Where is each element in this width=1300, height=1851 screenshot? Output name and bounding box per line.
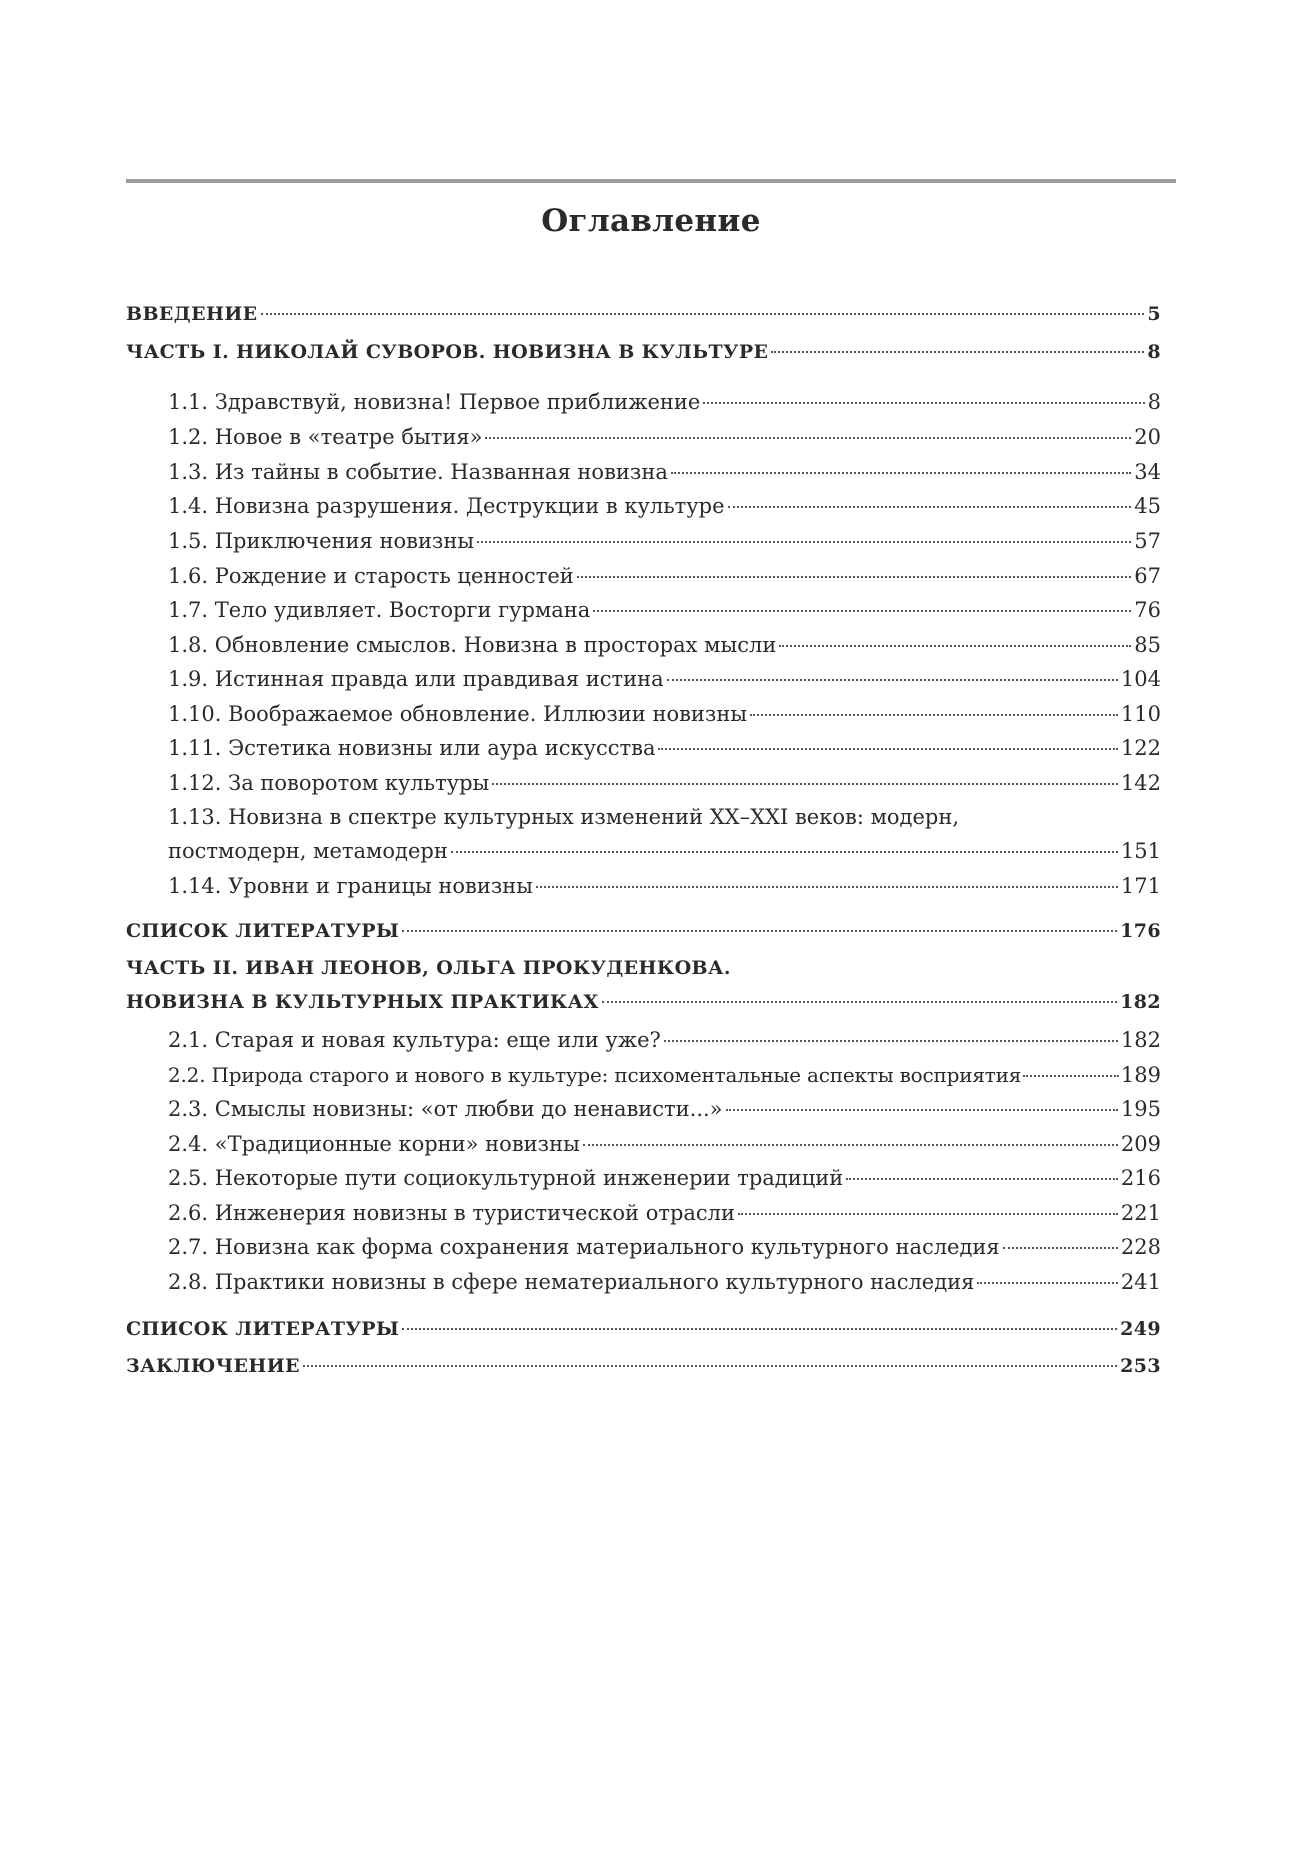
toc-entry-references-1[interactable] — [126, 918, 1161, 944]
toc-page-number: 110 — [1120, 702, 1161, 726]
dot-leader — [477, 541, 1131, 543]
dot-leader — [703, 402, 1144, 404]
toc-entry-intro[interactable] — [126, 301, 1161, 327]
toc-entry-2-4[interactable] — [168, 1131, 1161, 1157]
toc-entry-title: 1.5. Приключения новизны — [168, 529, 475, 553]
toc-entry-title: ЧАСТЬ I. НИКОЛАЙ СУВОРОВ. НОВИЗНА В КУЛЬТУРЕ — [126, 341, 769, 363]
toc-page-number: 142 — [1120, 771, 1161, 795]
toc-entry-2-2[interactable] — [168, 1062, 1161, 1088]
dot-leader — [492, 783, 1118, 785]
toc-entry-1-6[interactable] — [168, 563, 1161, 589]
dot-leader — [577, 576, 1131, 578]
toc-page-number: 171 — [1120, 874, 1161, 898]
toc-page-number: 182 — [1120, 991, 1161, 1013]
toc-page-number: 189 — [1120, 1063, 1161, 1087]
toc-page-number: 34 — [1134, 460, 1161, 484]
toc-page-number: 8 — [1147, 390, 1161, 414]
toc-page-number: 228 — [1120, 1235, 1161, 1259]
toc-entry-title: 1.11. Эстетика новизны или аура искусства — [168, 736, 656, 760]
toc-page-number: 5 — [1147, 303, 1161, 325]
toc-entry-2-7[interactable] — [168, 1234, 1161, 1260]
dot-leader — [771, 351, 1144, 353]
dot-leader — [779, 645, 1131, 647]
toc-page-number: 253 — [1120, 1355, 1161, 1377]
dot-leader — [402, 930, 1117, 932]
toc-entry-title: 1.2. Новое в «театре бытия» — [168, 425, 483, 449]
toc-entry-title: 1.14. Уровни и границы новизны — [168, 874, 534, 898]
toc-page-number: 122 — [1120, 736, 1161, 760]
dot-leader — [658, 748, 1117, 750]
toc-entry-title: 2.5. Некоторые пути социокультурной инженерии традиций — [168, 1166, 844, 1190]
toc-entry-2-5[interactable] — [168, 1165, 1161, 1191]
toc-page-number: 195 — [1120, 1097, 1161, 1121]
dot-leader — [726, 1109, 1118, 1111]
toc-entry-2-3[interactable] — [168, 1096, 1161, 1122]
page-title: Оглавление — [541, 203, 761, 239]
toc-page-number: 151 — [1120, 839, 1161, 863]
toc-entry-1-7[interactable] — [168, 597, 1161, 623]
toc-page-number: 249 — [1120, 1318, 1161, 1340]
toc-entry-1-3[interactable] — [168, 459, 1161, 485]
toc-page-number: 85 — [1134, 633, 1161, 657]
toc-entry-title: 1.9. Истинная правда или правдивая истина — [168, 667, 664, 691]
toc-entry-title-line1: ЧАСТЬ II. ИВАН ЛЕОНОВ, ОЛЬГА ПРОКУДЕНКОВА. — [126, 957, 731, 979]
toc-entry-title: 2.4. «Традиционные корни» новизны — [168, 1132, 580, 1156]
toc-entry-1-11[interactable] — [168, 735, 1161, 761]
toc-page-number: 57 — [1134, 529, 1161, 553]
toc-entry-title: 2.8. Практики новизны в сфере нематериального культурного наследия — [168, 1270, 975, 1294]
dot-leader — [671, 472, 1131, 474]
header-rule — [126, 179, 1176, 183]
toc-page-number: 76 — [1134, 598, 1161, 622]
dot-leader — [846, 1178, 1118, 1180]
toc-entry-1-4[interactable] — [168, 493, 1161, 519]
toc-page-number: 221 — [1120, 1201, 1161, 1225]
toc-entry-1-2[interactable] — [168, 424, 1161, 450]
toc-entry-references-2[interactable] — [126, 1316, 1161, 1342]
toc-entry-title: ЗАКЛЮЧЕНИЕ — [126, 1355, 300, 1377]
toc-entry-title-line2: НОВИЗНА В КУЛЬТУРНЫХ ПРАКТИКАХ — [126, 991, 599, 1013]
dot-leader — [667, 679, 1118, 681]
dot-leader — [261, 313, 1145, 315]
dot-leader — [1023, 1075, 1119, 1077]
toc-page-number: 67 — [1134, 564, 1161, 588]
toc-page-number: 182 — [1120, 1028, 1161, 1052]
toc-entry-title: СПИСОК ЛИТЕРАТУРЫ — [126, 1318, 400, 1340]
toc-entry-title: 1.3. Из тайны в событие. Названная новизна — [168, 460, 668, 484]
toc-entry-title: 1.1. Здравствуй, новизна! Первое приближение — [168, 390, 701, 414]
toc-entry-title-line2: постмодерн, метамодерн — [168, 839, 448, 863]
toc-entry-part2[interactable] — [126, 955, 1161, 1015]
dot-leader — [602, 1001, 1117, 1003]
toc-entry-1-14[interactable] — [168, 873, 1161, 899]
dot-leader — [977, 1282, 1118, 1284]
toc-entry-2-1[interactable] — [168, 1027, 1161, 1053]
toc-entry-1-13[interactable] — [168, 804, 1161, 864]
toc-entry-title: 2.3. Смыслы новизны: «от любви до ненависти...» — [168, 1097, 723, 1121]
toc-page-number: 8 — [1147, 341, 1161, 363]
dot-leader — [750, 714, 1118, 716]
toc-page-number: 209 — [1120, 1132, 1161, 1156]
toc-entry-title: 2.7. Новизна как форма сохранения материального культурного наследия — [168, 1235, 1000, 1259]
toc-entry-title: 1.4. Новизна разрушения. Деструкции в культуре — [168, 494, 725, 518]
toc-page-number: 216 — [1120, 1166, 1161, 1190]
toc-entry-2-6[interactable] — [168, 1200, 1161, 1226]
toc-entry-title: 1.7. Тело удивляет. Восторги гурмана — [168, 598, 591, 622]
toc-entry-title: ВВЕДЕНИЕ — [126, 303, 258, 325]
toc-entry-title: 1.12. За поворотом культуры — [168, 771, 490, 795]
toc-page-number: 45 — [1134, 494, 1161, 518]
dot-leader — [583, 1144, 1118, 1146]
toc-entry-title: 2.6. Инженерия новизны в туристической отрасли — [168, 1201, 736, 1225]
toc-entry-title: 2.2. Природа старого и нового в культуре: психоментальные аспекты восприятия — [168, 1063, 1022, 1087]
toc-entry-title-line1: 1.13. Новизна в спектре культурных изменений XX–XXI веков: модерн, — [168, 805, 960, 829]
toc-entry-title: СПИСОК ЛИТЕРАТУРЫ — [126, 920, 400, 942]
dot-leader — [593, 610, 1131, 612]
dot-leader — [485, 437, 1131, 439]
toc-entry-conclusion[interactable] — [126, 1353, 1161, 1379]
toc-page-number: 104 — [1120, 667, 1161, 691]
toc-entry-1-1[interactable] — [168, 389, 1161, 415]
toc-entry-1-5[interactable] — [168, 528, 1161, 554]
toc-entry-1-9[interactable] — [168, 666, 1161, 692]
dot-leader — [303, 1365, 1117, 1367]
dot-leader — [728, 506, 1132, 508]
dot-leader — [664, 1040, 1118, 1042]
toc-entry-1-10[interactable] — [168, 701, 1161, 727]
toc-entry-1-12[interactable] — [168, 770, 1161, 796]
toc-entry-title: 1.8. Обновление смыслов. Новизна в просторах мысли — [168, 633, 777, 657]
dot-leader — [1003, 1247, 1118, 1249]
toc-page-number: 20 — [1134, 425, 1161, 449]
toc-entry-2-8[interactable] — [168, 1269, 1161, 1295]
dot-leader — [738, 1213, 1118, 1215]
toc-entry-title: 1.10. Воображаемое обновление. Иллюзии новизны — [168, 702, 748, 726]
toc-entry-title: 2.1. Старая и новая культура: еще или уже? — [168, 1028, 661, 1052]
dot-leader — [402, 1328, 1117, 1330]
toc-entry-1-8[interactable] — [168, 632, 1161, 658]
toc-entry-title: 1.6. Рождение и старость ценностей — [168, 564, 574, 588]
toc-entry-part1[interactable] — [126, 339, 1161, 365]
toc-page-number: 176 — [1120, 920, 1161, 942]
dot-leader — [536, 886, 1118, 888]
dot-leader — [451, 851, 1118, 853]
toc-page-number: 241 — [1120, 1270, 1161, 1294]
